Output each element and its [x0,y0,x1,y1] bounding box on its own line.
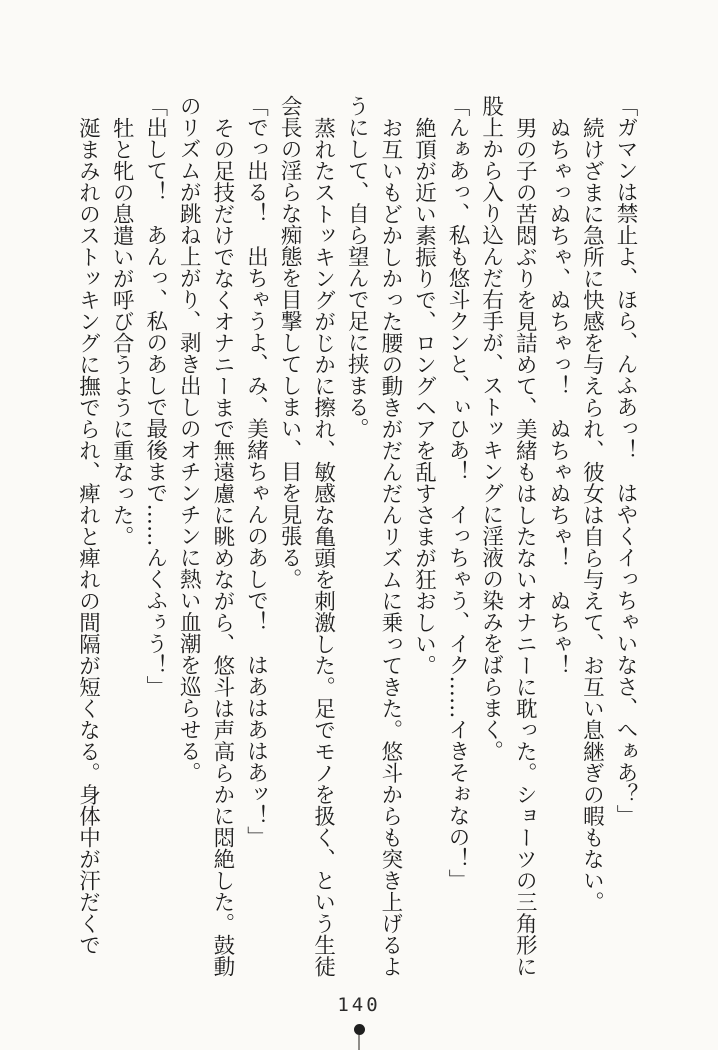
paragraph: 絶頂が近い素振りで、ロングヘアを乱すさまが狂おしい。 [411,116,437,676]
paragraph: お互いもどかしかった腰の動きがだんだんリズムに乗ってきた。悠斗からも突き上げるようにして、自ら望んで足に挟まる。 [344,95,403,977]
paragraph: 続けざまに急所に快感を与えられ、彼女は自ら与えて、お互い息継ぎの暇もない。 [579,116,605,912]
paragraph: 涎まみれのストッキングに撫でられ、痺れと痺れの間隔が短くなる。身体中が汗だくで [75,116,101,955]
page-footer [0,980,718,1050]
paragraph: 「んぁあっ、私も悠斗クンと、ぃひあ！ イっちゃう、イク……イきそぉなの！」 [445,95,471,891]
paragraph: 「でっ出る！ 出ちゃうよ、み、美緒ちゃんのあしで！ はあはあはあッ！」 [243,95,269,848]
footer-marker-dot-icon [354,1024,365,1035]
paragraph: ぬちゃっぬちゃ、ぬちゃっ！ ぬちゃぬちゃ！ ぬちゃ！ [545,116,571,676]
paragraph: 男の子の苦悶ぶりを見詰めて、美緒もはしたないオナニーに耽った。ショーツの三角形に股上から入り込んだ右手が、ストッキングに淫液の染みをばらまく。 [478,95,538,977]
footer-marker-stem [358,1035,360,1050]
paragraph: 蒸れたストッキングがじかに擦れ、敏感な亀頭を刺激した。足でモノを扱く、という生徒会長の淫らな痴態を目撃してしまい、目を見張る。 [277,95,336,977]
paragraph: 「ガマンは禁止よ、ほら、んふあっ！ はやくイっちゃいなさ、へぁあ？」 [613,95,638,826]
footer-marker-icon [353,1024,365,1050]
paragraph: 牡と牝の息遣いが呼び合うように重なった。 [109,116,135,547]
paragraph: 「出して！ あんっ、私のあしで最後まで……んくふぅう！」 [142,95,168,697]
page-number: 140 [337,994,381,1016]
text-block [70,95,642,979]
paragraph: その足技だけでなくオナニーまで無遠慮に眺めながら、悠斗は声高らかに悶絶した。鼓動のリズムが跳ね上がり、剥き出しのオチンチンに熱い血潮を巡らせる。 [176,95,235,977]
